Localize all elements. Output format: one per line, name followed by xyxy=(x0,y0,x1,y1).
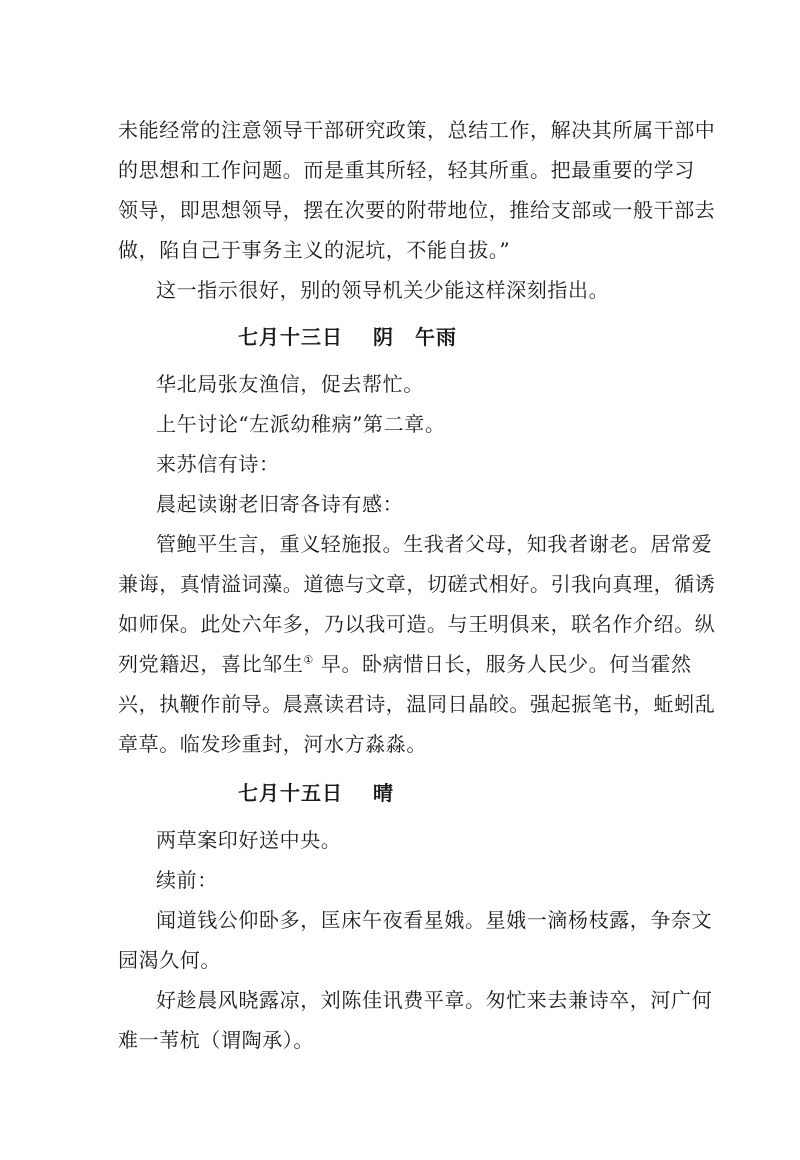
body-line: 做，陷自己于事务主义的泥坑，不能自拔。” xyxy=(118,238,511,262)
body-line: 未能经常的注意领导干部研究政策，总结工作，解决其所属干部中 xyxy=(118,118,716,142)
poem-line: 兴，执鞭作前导。晨熹读君诗，温同日晶皎。强起振笔书，蚯蚓乱 xyxy=(118,692,716,716)
poem-line: 兼诲，真情溢词藻。道德与文章，切磋式相好。引我向真理，循诱 xyxy=(118,572,716,596)
poem-line: 难一苇杭（谓陶承）。 xyxy=(118,1028,314,1052)
entry-line: 来苏信有诗： xyxy=(156,452,280,476)
poem-line: 章草。临发珍重封，河水方淼淼。 xyxy=(118,732,427,756)
entry-line: 上午讨论“左派幼稚病”第二章。 xyxy=(156,412,446,436)
entry-weather: 阴 午雨 xyxy=(373,325,457,349)
poem-line-part: 早。卧病惜日长，服务人民少。何当霍然 xyxy=(320,652,692,676)
entry-date: 七月十三日 xyxy=(238,325,343,349)
entry-line: 华北局张友渔信，促去帮忙。 xyxy=(156,372,424,396)
entry-date: 七月十五日 xyxy=(238,781,343,805)
poem-line: 好趁晨风晓露凉，刘陈佳讯费平章。匆忙来去兼诗卒，河广何 xyxy=(156,988,713,1012)
entry-line: 续前： xyxy=(156,868,218,892)
poem-line: 如师保。此处六年多，乃以我可造。与王明俱来，联名作介绍。纵 xyxy=(118,612,716,636)
poem-line: 管鲍平生言，重义轻施报。生我者父母，知我者谢老。居常爱 xyxy=(156,532,713,556)
body-line: 领导，即思想领导，摆在次要的附带地位，推给支部或一般干部去 xyxy=(118,198,716,222)
entry-heading xyxy=(238,779,394,807)
body-line: 的思想和工作问题。而是重其所轻，轻其所重。把最重要的学习 xyxy=(118,158,695,182)
entry-heading xyxy=(238,323,457,351)
footnote-reference[interactable]: ① xyxy=(303,653,314,667)
poem-line: 闻道钱公仰卧多，匡床午夜看星娥。星娥一滴杨枝露，争奈文 xyxy=(156,908,713,932)
body-line: 这一指示很好，别的领导机关少能这样深刻指出。 xyxy=(156,278,610,302)
entry-weather: 晴 xyxy=(373,781,394,805)
entry-line: 晨起读谢老旧寄各诗有感： xyxy=(156,492,404,516)
poem-line-part: 列党籍迟，喜比邹生 xyxy=(118,652,304,676)
poem-line: 园渴久何。 xyxy=(118,948,221,972)
entry-line: 两草案印好送中央。 xyxy=(156,828,342,852)
poem-line xyxy=(118,650,692,678)
